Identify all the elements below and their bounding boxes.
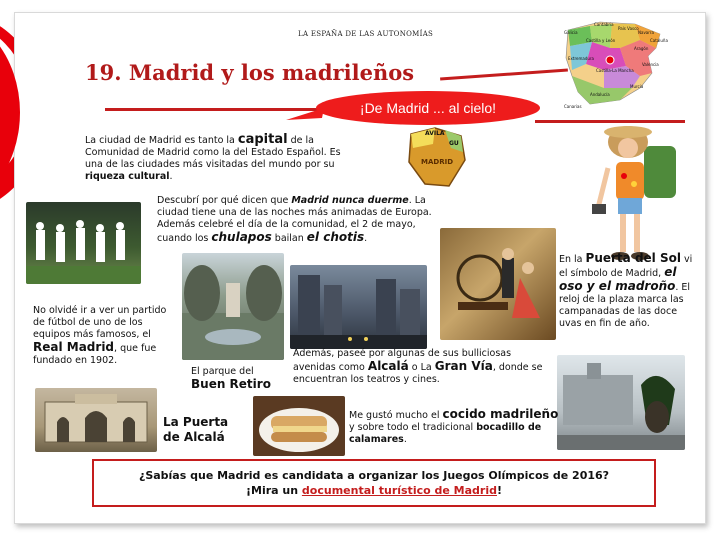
nightlife-text-2: . La ciudad tiene una de las noches más animadas de Europa. Además celebré el día de la comunidad, el 2 de mayo, cuando los [157, 195, 432, 244]
cocido-text-2: y sobre todo el tradicional [349, 422, 477, 433]
intro-text-3: . [169, 171, 173, 182]
oso-madrono-photo [557, 355, 685, 450]
nightlife-chulapos: chulapos [211, 230, 272, 244]
region-label-gu: GU [449, 140, 459, 147]
football-photo [26, 202, 141, 284]
map-label-cantabria: Cantabria [594, 22, 614, 27]
bocadillo-photo [253, 396, 345, 456]
retiro-name: Buen Retiro [191, 377, 271, 391]
alcala-street-paragraph [293, 348, 551, 386]
nightlife-paragraph [157, 195, 442, 245]
bocadillo-bold: bocadillo de calamares [349, 422, 542, 445]
page-title: 19. Madrid y los madrileños [85, 60, 415, 85]
bubble-tail-icon [286, 104, 326, 124]
sol-puerta: Puerta del Sol [585, 251, 681, 265]
cocido-text-3: . [403, 434, 407, 445]
tourist-cartoon [586, 118, 691, 268]
intro-capital: capital [237, 132, 288, 147]
gran-via-photo [290, 265, 427, 349]
futbol-text-2: , que fue fundado en 1902. [33, 343, 157, 366]
sol-oso: el oso y el madroño [559, 265, 677, 293]
nightlife-text-4: . [364, 233, 368, 244]
sol-paragraph [559, 252, 694, 330]
map-label-extremadura: Extremadura [568, 56, 594, 61]
map-label-murcia: Murcia [630, 84, 644, 89]
olympics-footer-box [92, 459, 656, 507]
puerta-alcala-caption: La Puerta de Alcalá [163, 415, 229, 444]
olympics-line-2 [246, 483, 502, 498]
olympics-link-prefix: ¡Mira un [246, 484, 302, 497]
nightlife-chotis: el chotis [306, 230, 365, 244]
nightlife-text-1: Descubrí por qué dicen que [157, 195, 292, 206]
alcala-text-2: o La [408, 362, 435, 373]
olympics-question: ¿Sabías que Madrid es candidata a organizar los Juegos Olímpicos de 2016? [138, 469, 610, 482]
futbol-paragraph [33, 305, 178, 367]
intro-riqueza: riqueza cultural [85, 171, 170, 182]
alcala-bold: Alcalá [367, 359, 409, 373]
map-label-castilla-leon: Castilla y León [586, 38, 616, 43]
sol-text-2: vi el símbolo de Madrid, [559, 254, 693, 279]
map-label-pais-vasco: País Vasco [618, 26, 639, 31]
cocido-paragraph [349, 408, 559, 446]
olympics-link-suffix: ! [496, 484, 502, 497]
alcala-text-3: , donde se encuentran los teatros y cines. [293, 362, 543, 385]
puerta-alcala-photo [35, 388, 157, 452]
map-label-castilla-la-mancha: Castilla-La Mancha [596, 68, 634, 73]
alcala-text-1: Además, paseé por algunas de sus bulliciosas avenidas como [293, 348, 512, 373]
retiro-caption-text: El parque del [191, 366, 254, 377]
intro-text-2: de la Comunidad de Madrid como la del Estado Español. Es una de las ciudades más visitadas del mundo por su [85, 135, 341, 170]
map-label-navarra: Navarra [638, 30, 654, 35]
documental-link[interactable]: documental turístico de Madrid [301, 484, 497, 497]
cocido-text-1: Me gustó mucho el [349, 410, 443, 421]
map-label-aragon: Aragón [634, 46, 649, 51]
granvia-bold: Gran Vía [434, 359, 493, 373]
spain-map [560, 18, 670, 113]
map-label-andalucia: Andalucía [590, 92, 610, 97]
cocido-bold: cocido madrileño [442, 407, 559, 421]
map-label-cataluna: Cataluña [650, 38, 668, 43]
series-title: LA ESPAÑA DE LAS AUTONOMÍAS [298, 30, 434, 38]
intro-text-1: La ciudad de Madrid es tanto la [85, 135, 238, 146]
map-label-canarias: Canarias [564, 104, 582, 109]
retiro-park-photo [182, 253, 284, 360]
chotis-painting [440, 228, 556, 340]
map-label-galicia: Galicia [564, 30, 578, 35]
nightlife-text-3: bailan [271, 233, 307, 244]
region-label-madrid: MADRID [421, 158, 453, 166]
map-label-valencia: Valencia [642, 62, 659, 67]
retiro-caption [191, 366, 281, 390]
sol-text-1: En la [559, 254, 586, 265]
futbol-real: Real Madrid [33, 340, 115, 354]
futbol-text-1: No olvidé ir a ver un partido de fútbol de uno de los equipos más famosos, el [33, 305, 167, 340]
region-label-avila: AVILA [425, 130, 445, 137]
nightlife-italic: Madrid nunca duerme [291, 195, 409, 206]
sol-text-3: . El reloj de la plaza marca las campanadas de las doce uvas en fin de año. [559, 282, 691, 329]
speech-bubble: ¡De Madrid ... al cielo! [316, 91, 540, 125]
intro-paragraph [85, 134, 355, 183]
madrid-region-map [405, 126, 467, 192]
